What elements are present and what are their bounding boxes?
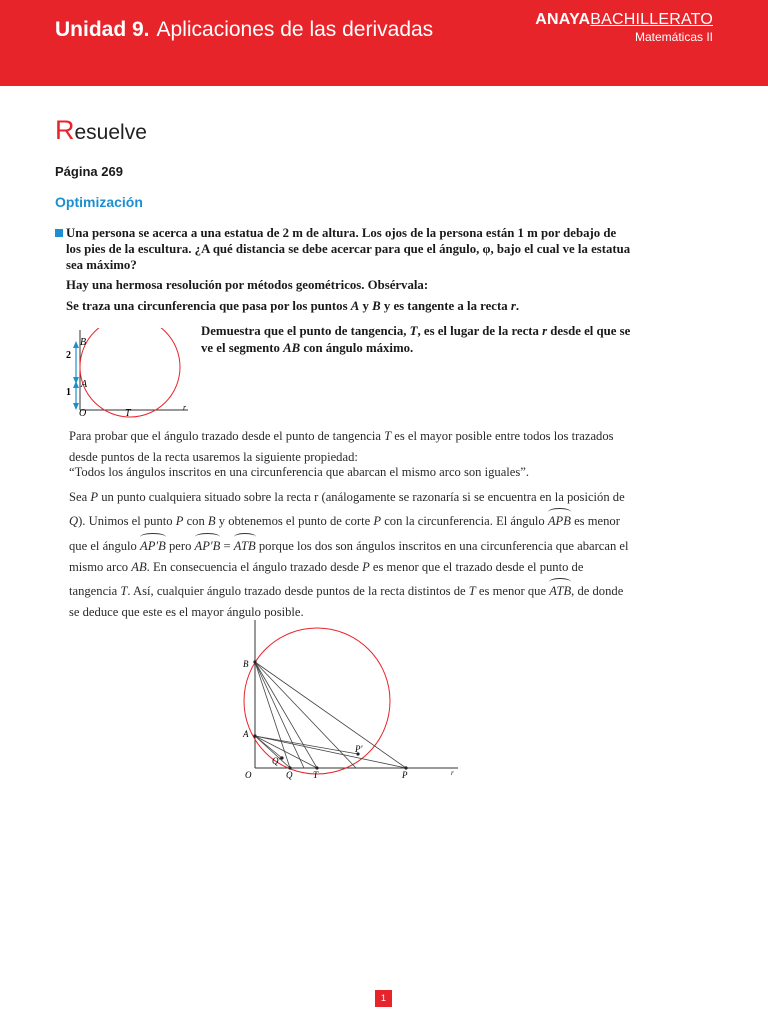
sol3-eq: = <box>220 538 234 553</box>
figure-2-diagram <box>236 618 466 790</box>
figure1-circle <box>80 328 180 417</box>
demo-text-3: desde el que se ve el segmento <box>201 324 631 355</box>
problem-hint: Hay una hermosa resolución por métodos geométricos. Obsérvala: <box>66 278 429 292</box>
figure2-label-p-prime: P′ <box>355 744 363 754</box>
demo-r: r <box>542 324 548 338</box>
angle-apb: APB <box>548 508 571 532</box>
sol3-p3: P <box>373 514 382 529</box>
sol3-t3: ). Unimos el punto <box>78 514 176 529</box>
sol3-t11: es menor que el trazado desde el punto de tangencia <box>69 559 584 599</box>
sol3-t1: Sea <box>69 490 91 504</box>
demo-text-2: , es el lugar de la recta <box>417 324 543 338</box>
sol3-tt2: T <box>468 584 476 599</box>
angle-appb-2: AP′B <box>195 533 221 557</box>
sol3-t7: es menor que el ángulo <box>69 514 620 553</box>
line-r-label: r <box>510 299 516 313</box>
sol3-p2: P <box>175 514 184 529</box>
sol3-t12: . Así, cualquier ángulo trazado desde puntos de la recta distintos de <box>127 584 469 599</box>
sol3-t5: y obtenemos el punto de corte <box>215 514 374 529</box>
figure2-label-q: Q <box>286 770 293 780</box>
angle-atb-2: ATB <box>549 578 571 602</box>
solution-property: “Todos los ángulos inscritos en una circunferencia que abarcan el mismo arco son iguales”. <box>69 465 530 479</box>
sol3-ab: AB <box>131 559 147 574</box>
figure1-label-t: T <box>125 408 131 419</box>
line-aq-prime <box>255 736 282 758</box>
bullet-square-icon <box>55 229 63 237</box>
angle-atb: ATB <box>234 533 256 557</box>
point-a-label: A <box>350 299 360 313</box>
point-b-label: B <box>372 299 381 313</box>
demo-t: T <box>409 324 418 338</box>
figure2-sight-lines <box>255 662 406 768</box>
sol3-q: Q <box>69 514 79 529</box>
figure2-label-b: B <box>243 659 249 669</box>
angle-appb: AP′B <box>140 533 166 557</box>
topic-heading: Optimización <box>55 194 143 210</box>
figure2-label-a: A <box>243 729 249 739</box>
unit-name: Aplicaciones de las derivadas <box>156 18 434 41</box>
point-a-dot <box>253 734 256 737</box>
page-number: 1 <box>375 990 392 1007</box>
figure1-label-b: B <box>80 337 87 348</box>
demo-text-4: con ángulo máximo. <box>300 341 414 355</box>
figure1-label-2: 2 <box>66 350 71 361</box>
point-q-prime-dot <box>280 756 283 759</box>
figure2-label-r: r <box>451 769 454 777</box>
sol1-text-2: es el mayor posible entre todos los trazados desde puntos de la recta usaremos la siguiente propiedad: <box>69 429 614 464</box>
line-b-extra-1 <box>255 662 304 768</box>
construction-text-2: y <box>359 299 373 313</box>
brand-anaya: ANAYA <box>535 11 591 28</box>
figure-1-diagram <box>58 328 198 420</box>
figure2-circle <box>244 628 390 774</box>
page-reference: Página 269 <box>55 164 123 179</box>
figure1-label-a: A <box>81 379 88 390</box>
unit-title <box>55 18 433 42</box>
figure1-label-1: 1 <box>66 387 71 398</box>
sol3-p4: P <box>362 559 370 574</box>
problem-construction <box>66 298 634 314</box>
demo-text-1: Demuestra que el punto de tangencia, <box>201 324 410 338</box>
sol3-t14: , de donde se deduce que este es el mayor ángulo posible. <box>69 584 624 620</box>
sol3-t9: porque los dos son ángulos inscritos en una circunferencia que abarcan el mismo arco <box>69 538 629 574</box>
construction-text-3: y es tangente a la recta <box>380 299 511 313</box>
line-ap-prime <box>255 736 358 754</box>
sol3-t8: pero <box>165 538 195 553</box>
figure2-label-p: P <box>402 770 408 780</box>
sol1-text-1: Para probar que el ángulo trazado desde el punto de tangencia <box>69 429 385 443</box>
construction-text-4: . <box>515 299 520 313</box>
sol3-t10: . En consecuencia el ángulo trazado desde <box>146 559 363 574</box>
brand-bachillerato: BACHILLERATO <box>590 11 713 28</box>
construction-text-1: Se traza una circunferencia que pasa por los puntos <box>66 299 351 313</box>
unit-label: Unidad 9. <box>55 18 150 41</box>
arrow-up-icon <box>73 341 79 348</box>
figure2-label-q-prime: Q′ <box>272 756 281 766</box>
section-title-initial: R <box>55 115 75 145</box>
figure1-label-r: r <box>183 403 187 412</box>
demonstration-prompt <box>201 323 633 357</box>
sol3-t6: con la circunferencia. El ángulo <box>381 514 548 529</box>
line-b-extra-2 <box>255 662 356 768</box>
figure2-label-o: O <box>245 770 252 780</box>
brand-logo <box>535 11 713 44</box>
sol3-t13: es menor que <box>475 584 550 599</box>
section-title-rest: esuelve <box>74 121 147 144</box>
sol3-t4: con <box>183 514 208 529</box>
problem-statement: Una persona se acerca a una estatua de 2 m de altura. Los ojos de la persona están 1 m por debajo de los pies de la escultura. ¿A qué distancia se debe acercar para que el ángulo, φ, bajo el cual ve la estatua sea máximo? <box>66 226 631 272</box>
header-band <box>0 0 768 86</box>
demo-ab: AB <box>283 341 301 355</box>
sol3-tt: T <box>120 584 128 599</box>
figure1-label-o: O <box>79 408 87 419</box>
section-title <box>55 115 147 146</box>
sol3-t2: un punto cualquiera situado sobre la recta r (análogamente se razonaría si se encuentra en la posición de <box>98 490 625 504</box>
sol3-p: P <box>90 490 99 504</box>
sol1-t: T <box>384 429 392 443</box>
point-b-dot <box>253 660 256 663</box>
sol3-b: B <box>207 514 216 529</box>
brand-subject: Matemáticas II <box>634 30 713 44</box>
figure2-label-t: T <box>313 770 319 780</box>
arrow-up-icon <box>73 381 79 388</box>
solution-paragraph-3 <box>69 487 632 624</box>
